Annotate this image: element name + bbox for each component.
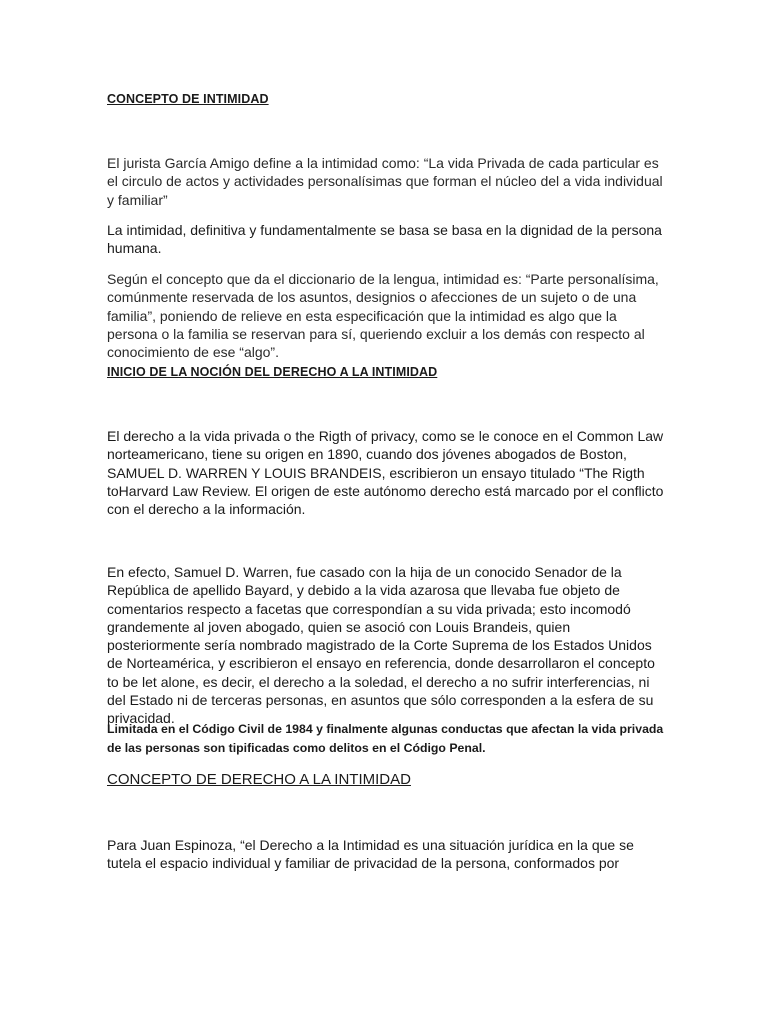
paragraph-right-of-privacy: El derecho a la vida privada o the Rigth of privacy, como se le conoce en el Common Law norteamericano, tiene su origen en 1890, cuando dos jóvenes abogados de Boston, SAMUEL D. WARREN Y LOUIS BRANDEIS, escribieron un ensayo titulado “The Rigth toHarvard Law Review. El origen de este autónomo derecho está marcado por el conflicto con el derecho a la información.: [107, 428, 664, 518]
paragraph-dignidad: La intimidad, definitiva y fundamentalmente se basa se basa en la dignidad de la persona humana.: [107, 222, 662, 257]
heading-inicio-nocion: INICIO DE LA NOCIÓN DEL DERECHO A LA INTIMIDAD: [107, 365, 438, 379]
heading-concepto-de-derecho: CONCEPTO DE DERECHO A LA INTIMIDAD: [107, 771, 411, 788]
paragraph-samuel-warren: En efecto, Samuel D. Warren, fue casado con la hija de un conocido Senador de la República de apellido Bayard, y debido a la vida azarosa que llevaba fue objeto de comentarios respecto a facetas que correspondían a su vida privada; esto incomodó grandemente al joven abogado, quien se asoció con Louis Brandeis, quien posteriormente sería nombrado magistrado de la Corte Suprema de los Estados Unidos de Norteamérica, y escribieron el ensayo en referencia, donde desarrollaron el concepto to be let alone, es decir, el derecho a la soledad, el derecho a no sufrir interferencias, ni del Estado ni de terceras personas, en asuntos que sólo corresponden a la esfera de su privacidad.: [107, 564, 655, 727]
heading-concepto-de-intimidad: CONCEPTO DE INTIMIDAD: [107, 92, 269, 106]
paragraph-juan-espinoza: Para Juan Espinoza, “el Derecho a la Intimidad es una situación jurídica en la que se tutela el espacio individual y familiar de privacidad de la persona, conformados por: [107, 837, 634, 872]
paragraph-garcia-amigo: El jurista García Amigo define a la intimidad como: “La vida Privada de cada particular es el circulo de actos y actividades personalísimas que forman el núcleo del a vida individual y familiar”: [107, 155, 663, 208]
note-codigo-civil: Limitada en el Código Civil de 1984 y finalmente algunas conductas que afectan la vida privada de las personas son tipificadas como delitos en el Código Penal.: [107, 722, 664, 755]
paragraph-diccionario: Según el concepto que da el diccionario de la lengua, intimidad es: “Parte personalísima, comúnmente reservada de los asuntos, designios o afecciones de un sujeto o de una familia”, poniendo de relieve en esta especificación que la intimidad es algo que la persona o la familia se reservan para sí, queriendo excluir a los demás con respecto al conocimiento de ese “algo”.: [107, 271, 659, 361]
